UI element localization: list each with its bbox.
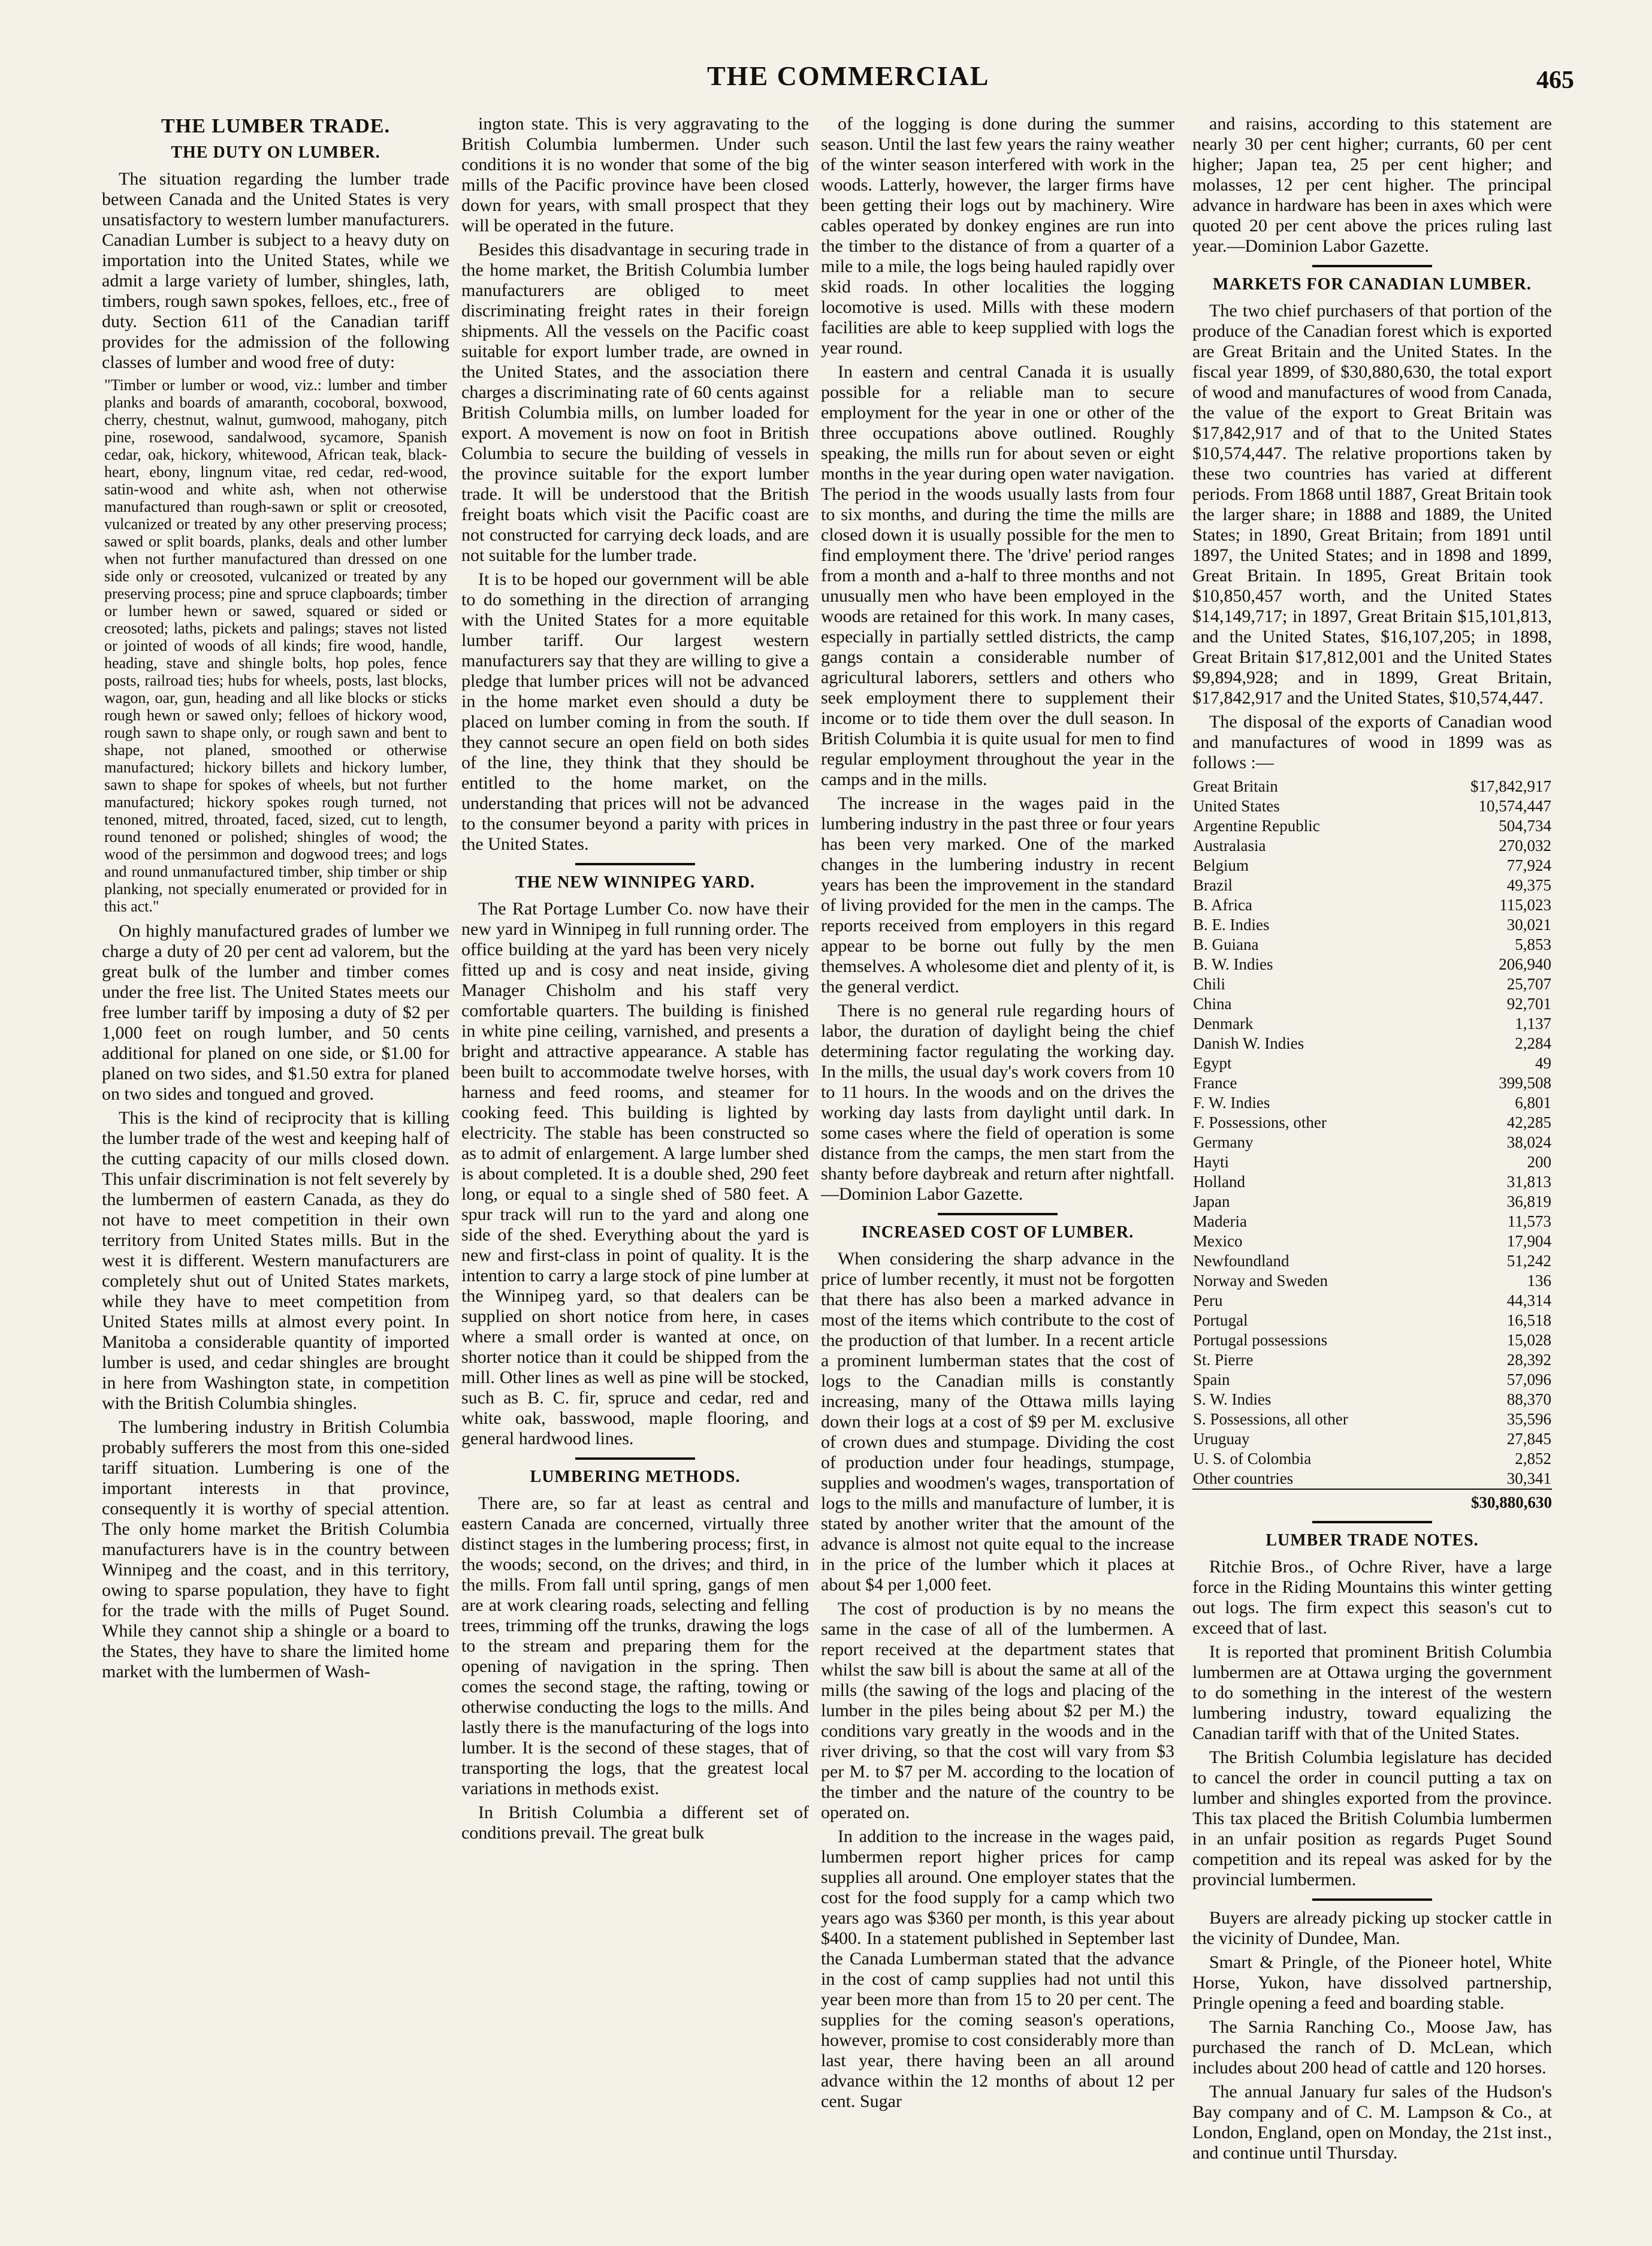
article-heading: MARKETS FOR CANADIAN LUMBER. [1212, 275, 1532, 294]
export-value: 35,596 [1506, 1410, 1551, 1428]
section-divider [575, 1457, 695, 1460]
country-name: Hayti [1193, 1153, 1229, 1171]
table-row [1192, 856, 1552, 876]
column-2 [461, 114, 809, 2210]
section-divider [938, 1213, 1058, 1215]
table-row [1192, 1350, 1552, 1370]
export-value: 1,137 [1515, 1015, 1551, 1033]
country-name: Holland [1193, 1173, 1245, 1191]
paragraph: The increase in the wages paid in the lumbering industry in the past three or four years has been very marked. One of the marked changes in the lumbering industry in recent years has been the improvement in the standard of living provided for the men in the camps. The reports received from employers in this regard appear to be borne out fully by the men themselves. A wholesome diet and plenty of it, is the general verdict. [821, 793, 1174, 997]
country-name: United States [1193, 797, 1280, 815]
table-row [1192, 1409, 1552, 1429]
article-heading: INCREASED COST OF LUMBER. [861, 1223, 1134, 1242]
country-name: Norway and Sweden [1193, 1272, 1328, 1290]
country-name: Mexico [1193, 1232, 1243, 1250]
country-name: Great Britain [1193, 777, 1278, 795]
export-value: 16,518 [1506, 1311, 1551, 1329]
paragraph: The British Columbia legislature has decided to cancel the order in council putting a tax on lumber and shingles exported from the province. This tax placed the British Columbia lumbermen in an unfair position as regards Puget Sound competition and its repeal was asked for by the provincial lumbermen. [1192, 1747, 1552, 1889]
exports-total: $30,880,630 [1192, 1489, 1552, 1513]
table-row [1192, 777, 1552, 796]
export-value: $17,842,917 [1470, 777, 1551, 795]
paragraph: of the logging is done during the summer season. Until the last few years the rainy weather of the winter season interfered with work in the woods. Latterly, however, the larger firms have been getting their logs out by machinery. Wire cables operated by donkey engines are run into the timber to the distance of from a quarter of a mile to a mile, the logs being hauled rapidly over skid roads. In other localities the logging locomotive is used. Mills with these modern facilities are able to keep supplied with logs the year round. [821, 114, 1174, 358]
table-row [1192, 994, 1552, 1014]
export-value: 49,375 [1506, 876, 1551, 894]
country-name: France [1193, 1074, 1237, 1092]
paragraph: There is no general rule regarding hours of labor, the duration of daylight being the chief determining factor regulating the working day. In the mills, the usual day's work covers from 10 to 11 hours. In the woods and on the drives the working day lasts from daylight until dark. In some cases where the field of operation is some distance from the camps, the men start from the shanty before daybreak and return after nightfall.—Dominion Labor Gazette. [821, 1001, 1174, 1204]
export-value: 30,341 [1506, 1469, 1551, 1487]
paragraph: When considering the sharp advance in the price of lumber recently, it must not be forgotten that there has also been a marked advance in most of the items which contribute to the cost of the production of that lumber. In a recent article a prominent lumberman states that the cost of logs to the Canadian mills is constantly increasing, many of the Ottawa mills laying down their logs at a cost of $9 per M. exclusive of crown dues and stumpage. Dividing the cost of production under four headings, stumpage, supplies and woodmen's wages, transportation of logs to the mills and manufacture of lumber, it is stated by another writer that the amount of the advance is almost not quite equal to the increase in the price of the lumber which it places at about $4 per 1,000 feet. [821, 1249, 1174, 1595]
export-value: 88,370 [1506, 1390, 1551, 1408]
export-value: 2,284 [1515, 1034, 1551, 1052]
export-value: 270,032 [1499, 837, 1551, 855]
paragraph: In addition to the increase in the wages paid, lumbermen report higher prices for camp supplies all around. One employer states that the cost for the food supply for a camp which two years ago was $360 per month, is this year about $400. In a statement published in September last the Canada Lumberman stated that the advance in the cost of camp supplies had not until this year been more than from 15 to 20 per cent. The supplies for the coming season's operations, however, promise to cost considerably more than last year, there having been an all around advance within the 12 months of about 12 per cent. Sugar [821, 1827, 1174, 2111]
exports-table [1192, 777, 1552, 1489]
article-heading: THE DUTY ON LUMBER. [171, 143, 380, 162]
country-name: St. Pierre [1193, 1351, 1254, 1369]
country-name: China [1193, 995, 1232, 1013]
export-value: 6,801 [1515, 1094, 1551, 1112]
country-name: Belgium [1193, 856, 1249, 874]
export-value: 10,574,447 [1478, 797, 1551, 815]
export-value: 31,813 [1506, 1173, 1551, 1191]
country-name: Portugal possessions [1193, 1331, 1328, 1349]
tariff-quote: "Timber or lumber or wood, viz.: lumber and timber planks and boards of amaranth, cocoboral, boxwood, cherry, chestnut, walnut, gumwood, mahogany, pitch pine, rosewood, sandalwood, sycamore, Spanish cedar, oak, hickory, whitewood, African teak, black-heart, ebony, lingnum vitae, red cedar, red-wood, satin-wood and white ash, when not otherwise manufactured than rough-sawn or split or creosoted, vulcanized or treated by any other preserving process; sawed or split boards, planks, deals and other lumber when not further manufactured than dressed on one side only or creosoted, vulcanized or treated by any preserving process; pine and spruce clapboards; timber or lumber hewn or sawed, squared or sided or creosoted; laths, pickets and palings; staves not listed or jointed of woods of all kinds; fire wood, handle, heading, stave and shingle bolts, hop poles, fence posts, railroad ties; hubs for wheels, posts, last blocks, wagon, oar, gun, heading and all like blocks or sticks rough hewn or sawed only; felloes of hickory wood, rough sawn to shape only, or rough sawn and bent to shape, not planed, smoothed or otherwise manufactured; hickory billets and hickory lumber, sawn to shape for spokes of wheels, but not further manufactured; hickory spokes rough turned, not tenoned, mitred, throated, faced, sized, cut to length, round tenoned or polished; shingles of wood; the wood of the persimmon and dogwood trees; and logs and round unmanufactured timber, ship timber or ship planking, not specially enumerated or provided for in this act." [104, 376, 447, 915]
export-value: 200 [1527, 1153, 1551, 1171]
country-name: Australasia [1193, 837, 1266, 855]
paragraph: The lumbering industry in British Columbia probably sufferers the most from this one-sided tariff situation. Lumbering is one of the important interests in that province, consequently it is worthy of special attention. The only home market the British Columbia manufacturers have is in the country between Winnipeg and the coast, and in this territory, owing to sparse population, they have to fight for the trade with the mills of Puget Sound. While they cannot ship a shingle or a board to the States, they have to share the limited home market with the lumbermen of Wash- [102, 1417, 449, 1682]
table-row [1192, 1429, 1552, 1449]
paragraph: Smart & Pringle, of the Pioneer hotel, White Horse, Yukon, have dissolved partnership, Pringle opening a feed and boarding stable. [1192, 1952, 1552, 2013]
paragraph: The Sarnia Ranching Co., Moose Jaw, has purchased the ranch of D. McLean, which includes about 200 head of cattle and 120 horses. [1192, 2017, 1552, 2078]
article-heading: LUMBER TRADE NOTES. [1266, 1531, 1479, 1550]
paragraph: The annual January fur sales of the Hudson's Bay company and of C. M. Lampson & Co., at London, England, open on Monday, the 21st inst., and continue until Thursday. [1192, 2082, 1552, 2163]
section-divider [1312, 265, 1432, 267]
column-4 [1192, 114, 1552, 2210]
country-name: B. W. Indies [1193, 955, 1273, 973]
paragraph: The disposal of the exports of Canadian wood and manufactures of wood in 1899 was as follows :— [1192, 712, 1552, 772]
country-name: Spain [1193, 1370, 1230, 1388]
table-row [1192, 836, 1552, 856]
export-value: 28,392 [1506, 1351, 1551, 1369]
export-value: 36,819 [1506, 1193, 1551, 1210]
table-row [1192, 1291, 1552, 1311]
paragraph: and raisins, according to this statement are nearly 30 per cent higher; currants, 60 per cent higher; Japan tea, 25 per cent higher; and molasses, 12 per cent higher. The principal advance in hardware has been in axes which were quoted 20 per cent above the prices ruling last year.—Dominion Labor Gazette. [1192, 114, 1552, 256]
paragraph: Ritchie Bros., of Ochre River, have a large force in the Riding Mountains this winter getting out logs. The firm expect this season's cut to exceed that of last. [1192, 1557, 1552, 1638]
country-name: Maderia [1193, 1212, 1247, 1230]
paragraph: ington state. This is very aggravating to the British Columbia lumbermen. Under such conditions it is no wonder that some of the big mills of the Pacific province have been closed down for years, with small prospect that they will be operated in the future. [461, 114, 809, 236]
export-value: 42,285 [1506, 1113, 1551, 1131]
paragraph: The situation regarding the lumber trade between Canada and the United States is very unsatisfactory to western lumber manufacturers. Canadian Lumber is subject to a heavy duty on importation into the United States, while we admit a large variety of lumber, shingles, lath, timbers, rough sawn spokes, felloes, etc., free of duty. Section 611 of the Canadian tariff provides for the admission of the following classes of lumber and wood free of duty: [102, 169, 449, 372]
table-row [1192, 1093, 1552, 1113]
table-row [1192, 816, 1552, 836]
paragraph: The Rat Portage Lumber Co. now have their new yard in Winnipeg in full running order. The office building at the yard has been very nicely fitted up and is cosy and neat inside, giving Manager Chisholm and his staff very comfortable quarters. The building is finished in white pine ceiling, varnished, and presents a bright and attractive appearance. A stable has been built to accommodate twelve horses, with harness and feed rooms, and steamer for cooking feed. This building is lighted by electricity. The stable has been constructed so as to admit of enlargement. A large lumber shed is about completed. It is a double shed, 290 feet long, or equal to a single shed of 580 feet. A spur track will run to the yard and along one side of the shed. Everything about the yard is new and first-class in point of quality. It is the intention to carry a large stock of pine lumber at the Winnipeg yard, so that dealers can be supplied on short notice from here, in cases where a small order is wanted at once, on shorter notice than it could be shipped from the mill. Other lines as well as pine will be stocked, such as B. C. fir, spruce and cedar, red and white oak, basswood, maple flooring, and general hardwood lines. [461, 899, 809, 1448]
table-row [1192, 1172, 1552, 1192]
export-value: 15,028 [1506, 1331, 1551, 1349]
country-name: Chili [1193, 975, 1226, 993]
export-value: 206,940 [1499, 955, 1551, 973]
article-heading: LUMBERING METHODS. [530, 1468, 741, 1486]
export-value: 136 [1527, 1272, 1551, 1290]
country-name: Peru [1193, 1291, 1223, 1309]
export-value: 77,924 [1506, 856, 1551, 874]
export-value: 5,853 [1515, 935, 1551, 953]
article-heading: THE NEW WINNIPEG YARD. [515, 873, 756, 892]
table-row [1192, 1192, 1552, 1212]
table-row [1192, 876, 1552, 895]
paragraph: There are, so far at least as central and eastern Canada are concerned, virtually three distinct stages in the lumbering process; first, in the woods; second, on the drives; and third, in the mills. From fall until spring, gangs of men are at work clearing roads, selecting and felling trees, trimming off the trunks, drawing the logs to the stream and preparing them for the opening of navigation in the spring. Then comes the second stage, the rafting, towing or otherwise conducting the logs to the mills. And lastly there is the manufacturing of the logs into lumber. It is the second of these stages, that of transporting the logs, that the greatest local variations in methods exist. [461, 1493, 809, 1798]
table-row [1192, 1449, 1552, 1469]
country-name: Egypt [1193, 1054, 1232, 1072]
table-row [1192, 1212, 1552, 1231]
export-value: 38,024 [1506, 1133, 1551, 1151]
country-name: Argentine Republic [1193, 817, 1320, 835]
table-row [1192, 1469, 1552, 1489]
country-name: B. Africa [1193, 896, 1252, 914]
export-value: 115,023 [1499, 896, 1551, 914]
page-number: 465 [1536, 67, 1574, 94]
table-row [1192, 1133, 1552, 1152]
country-name: Other countries [1193, 1469, 1294, 1487]
country-name: B. E. Indies [1193, 916, 1270, 934]
masthead [0, 42, 1652, 96]
export-value: 504,734 [1499, 817, 1551, 835]
table-row [1192, 974, 1552, 994]
table-row [1192, 935, 1552, 955]
export-value: 57,096 [1506, 1370, 1551, 1388]
country-name: Denmark [1193, 1015, 1254, 1033]
table-row [1192, 1053, 1552, 1073]
table-row [1192, 1390, 1552, 1409]
export-value: 17,904 [1506, 1232, 1551, 1250]
country-name: F. Possessions, other [1193, 1113, 1327, 1131]
table-row [1192, 1073, 1552, 1093]
newspaper-title: THE COMMERCIAL [707, 61, 990, 91]
table-row [1192, 796, 1552, 816]
table-row [1192, 1113, 1552, 1133]
country-name: Germany [1193, 1133, 1254, 1151]
table-row [1192, 1152, 1552, 1172]
export-value: 44,314 [1506, 1291, 1551, 1309]
paragraph: Besides this disadvantage in securing trade in the home market, the British Columbia lumber manufacturers are obliged to meet discriminating freight rates in their foreign shipments. All the vessels on the Pacific coast suitable for export lumber trade, are owned in the United States, and the association there charges a discriminating rate of 60 cents against British Columbia mills, on lumber loaded for export. A movement is now on foot in British Columbia to secure the building of vessels in the province suitable for the export lumber trade. It will be understood that the British freight boats which visit the Pacific coast are not constructed for carrying deck loads, and are not suitable for the lumber trade. [461, 240, 809, 565]
country-name: U. S. of Colombia [1193, 1450, 1312, 1468]
section-divider [1312, 1898, 1432, 1901]
section-divider [575, 863, 695, 865]
table-row [1192, 955, 1552, 974]
paragraph: The cost of production is by no means the same in the case of all of the lumbermen. A report received at the department states that whilst the saw bill is about the same at all of the mills (the sawing of the logs and placing of the lumber in the piles being about $2 per M.) the conditions vary greatly in the woods and in the river driving, so that the cost will vary from $3 per M. to $7 per M. according to the location of the timber and the nature of the country to be operated on. [821, 1599, 1174, 1822]
table-row [1192, 1014, 1552, 1034]
section-heading: THE LUMBER TRADE. [161, 115, 390, 137]
export-value: 49 [1535, 1054, 1551, 1072]
paragraph: Buyers are already picking up stocker cattle in the vicinity of Dundee, Man. [1192, 1908, 1552, 1948]
table-row [1192, 1330, 1552, 1350]
export-value: 27,845 [1506, 1430, 1551, 1448]
paragraph: In eastern and central Canada it is usually possible for a reliable man to secure employment for the year in one or other of the three occupations above outlined. Roughly speaking, the mills run for about seven or eight months in the year during open water navigation. The period in the woods usually lasts from four to six months, and during the time the mills are closed down it is usually possible for the men to find employment there. The 'drive' period ranges from a month and a-half to three months and not unusually men who have been employed in the woods are retained for this work. In many cases, especially in partially settled districts, the camp gangs contain a considerable number of agricultural laborers, settlers and others who seek employment there to supplement their income or to tide them over the dull season. In British Columbia it is quite usual for men to find regular employment throughout the year in the camps and in the mills. [821, 362, 1174, 789]
country-name: B. Guiana [1193, 935, 1259, 953]
table-row [1192, 1034, 1552, 1053]
table-row [1192, 1231, 1552, 1251]
country-name: Uruguay [1193, 1430, 1250, 1448]
country-name: Portugal [1193, 1311, 1248, 1329]
column-1 [102, 114, 449, 2210]
country-name: Brazil [1193, 876, 1233, 894]
export-value: 2,852 [1515, 1450, 1551, 1468]
export-value: 25,707 [1506, 975, 1551, 993]
country-name: S. Possessions, all other [1193, 1410, 1348, 1428]
country-name: Danish W. Indies [1193, 1034, 1304, 1052]
paragraph: This is the kind of reciprocity that is killing the lumber trade of the west and keeping half of the cutting capacity of our mills closed down. This unfair discrimination is not felt severely by the lumbermen of eastern Canada, as they do not have to meet competition in their own territory from United States mills. But in the west it is different. Western manufacturers are completely shut out of United States markets, while they have to meet competition from United States mills at almost every point. In Manitoba a considerable quantity of imported lumber is used, and cedar shingles are brought in here from Washington state, in competition with the British Columbia shingles. [102, 1108, 449, 1413]
country-name: S. W. Indies [1193, 1390, 1272, 1408]
table-row [1192, 915, 1552, 935]
table-row [1192, 1271, 1552, 1291]
export-value: 399,508 [1499, 1074, 1551, 1092]
export-value: 51,242 [1506, 1252, 1551, 1270]
country-name: Newfoundland [1193, 1252, 1289, 1270]
paragraph: It is reported that prominent British Columbia lumbermen are at Ottawa urging the government to do something in the interest of the western lumbering industry, toward equalizing the Canadian tariff with that of the United States. [1192, 1642, 1552, 1743]
table-row [1192, 1370, 1552, 1390]
paragraph: The two chief purchasers of that portion of the produce of the Canadian forest which is exported are Great Britain and the United States. In the fiscal year 1899, of $30,880,630, the total export of wood and manufactures of wood from Canada, the value of the export to Great Britain was $17,842,917 and of that to the United States $10,574,447. The relative proportions taken by these two countries has varied at different periods. From 1868 until 1887, Great Britain took the larger share; in 1888 and 1889, the United States; in 1890, Great Britain; from 1891 until 1897, the United States; and in 1898 and 1899, Great Britain. In 1895, Great Britain took $10,850,457 worth, and the United States $14,149,717; in 1897, Great Britain $15,101,813, and the United States, $16,107,205; in 1898, Great Britain $17,812,001 and the United States $9,894,928; and in 1899, Great Britain, $17,842,917 and the United States, $10,574,447. [1192, 301, 1552, 708]
paragraph: In British Columbia a different set of conditions prevail. The great bulk [461, 1803, 809, 1843]
paragraph: It is to be hoped our government will be able to do something in the direction of arranging with the United States for a more equitable lumber tariff. Our largest western manufacturers say that they are willing to give a pledge that lumber prices will not be advanced in the home market even should a duty be placed on lumber coming in from the south. If they cannot secure an open field on both sides of the line, they think that they should be entitled to the home market, on the understanding that prices will not be advanced to the consumer beyond a parity with prices in the United States. [461, 569, 809, 854]
export-value: 92,701 [1506, 995, 1551, 1013]
column-3 [821, 114, 1174, 2210]
country-name: Japan [1193, 1193, 1230, 1210]
table-row [1192, 1311, 1552, 1330]
export-value: 30,021 [1506, 916, 1551, 934]
country-name: F. W. Indies [1193, 1094, 1270, 1112]
table-row [1192, 895, 1552, 915]
export-value: 11,573 [1507, 1212, 1551, 1230]
table-row [1192, 1251, 1552, 1271]
section-divider [1312, 1521, 1432, 1523]
paragraph: On highly manufactured grades of lumber we charge a duty of 20 per cent ad valorem, but the great bulk of the lumber and timber comes under the free list. The United States meets our free lumber tariff by imposing a duty of $2 per 1,000 feet on rough lumber, and 50 cents additional for planed on one side, or $1.00 for planed on two sides, and $1.50 extra for planed on two sides and tongued and groved. [102, 921, 449, 1104]
